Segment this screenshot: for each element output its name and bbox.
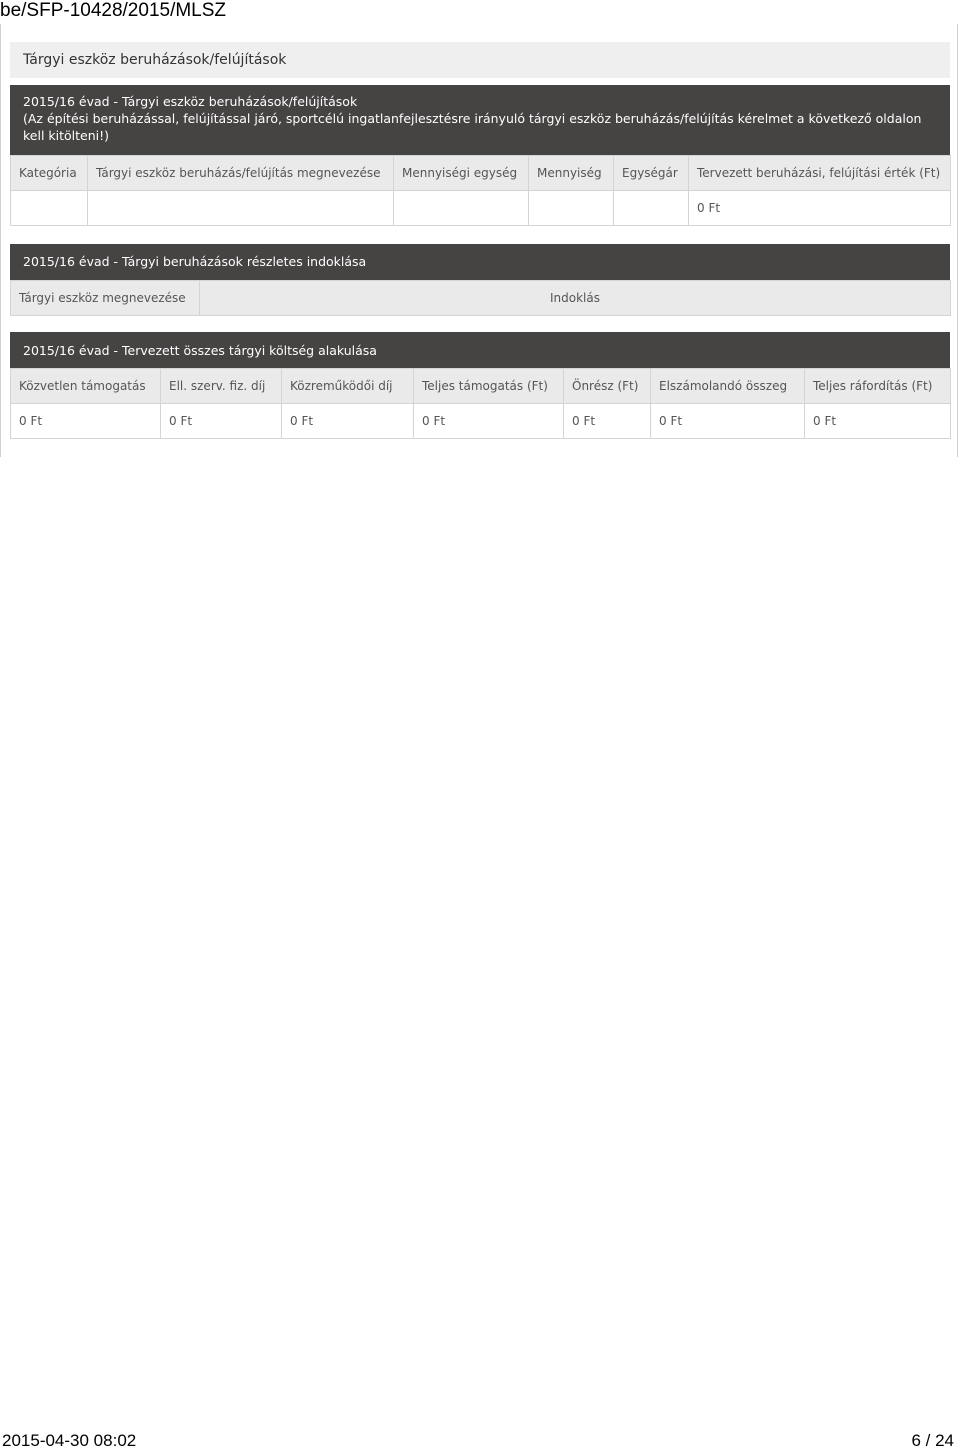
column-header: Mennyiségi egység xyxy=(394,156,529,191)
investments-heading-bar xyxy=(10,85,950,155)
justification-heading: 2015/16 évad - Tárgyi beruházások részletes indoklása xyxy=(10,244,950,280)
justification-table xyxy=(10,280,951,316)
document-id: be/SFP-10428/2015/MLSZ xyxy=(0,0,227,21)
column-header: Teljes támogatás (Ft) xyxy=(414,369,564,404)
column-header: Önrész (Ft) xyxy=(564,369,651,404)
column-header: Közvetlen támogatás xyxy=(11,369,161,404)
investments-heading: 2015/16 évad - Tárgyi eszköz beruházások/felújítások xyxy=(23,94,358,109)
page-number: 6 / 24 xyxy=(911,1431,954,1450)
column-header: Egységár xyxy=(614,156,689,191)
table-cell xyxy=(394,191,529,226)
table-cell xyxy=(614,191,689,226)
investments-note: (Az építési beruházással, felújítással járó, sportcélú ingatlanfejlesztésre irányuló tárgyi eszköz beruházás/felújítás kérelmet a következő oldalon kell kitölteni!) xyxy=(23,111,922,143)
column-header: Közreműködői díj xyxy=(282,369,414,404)
table-header-row xyxy=(11,281,951,316)
table-cell xyxy=(529,191,614,226)
column-header: Indoklás xyxy=(200,281,951,316)
table-cell: 0 Ft xyxy=(564,404,651,439)
table-cell: 0 Ft xyxy=(282,404,414,439)
table-row xyxy=(11,191,951,226)
column-header: Tervezett beruházási, felújítási érték (Ft) xyxy=(689,156,951,191)
table-row xyxy=(11,404,951,439)
footer-datetime: 2015-04-30 08:02 xyxy=(2,1431,137,1450)
section-title: Tárgyi eszköz beruházások/felújítások xyxy=(10,42,950,78)
column-header: Tárgyi eszköz megnevezése xyxy=(11,281,200,316)
table-cell: 0 Ft xyxy=(414,404,564,439)
column-header: Tárgyi eszköz beruházás/felújítás megnevezése xyxy=(88,156,394,191)
table-cell xyxy=(11,191,88,226)
column-header: Elszámolandó összeg xyxy=(651,369,805,404)
costs-table xyxy=(10,368,951,439)
table-cell: 0 Ft xyxy=(11,404,161,439)
table-cell: 0 Ft xyxy=(805,404,951,439)
table-cell xyxy=(88,191,394,226)
column-header: Teljes ráfordítás (Ft) xyxy=(805,369,951,404)
column-header: Kategória xyxy=(11,156,88,191)
table-cell: 0 Ft xyxy=(161,404,282,439)
table-header-row xyxy=(11,156,951,191)
table-cell: 0 Ft xyxy=(651,404,805,439)
costs-heading: 2015/16 évad - Tervezett összes tárgyi költség alakulása xyxy=(10,332,950,368)
table-header-row xyxy=(11,369,951,404)
investments-table xyxy=(10,155,951,226)
column-header: Mennyiség xyxy=(529,156,614,191)
table-cell: 0 Ft xyxy=(689,191,951,226)
column-header: Ell. szerv. fiz. díj xyxy=(161,369,282,404)
